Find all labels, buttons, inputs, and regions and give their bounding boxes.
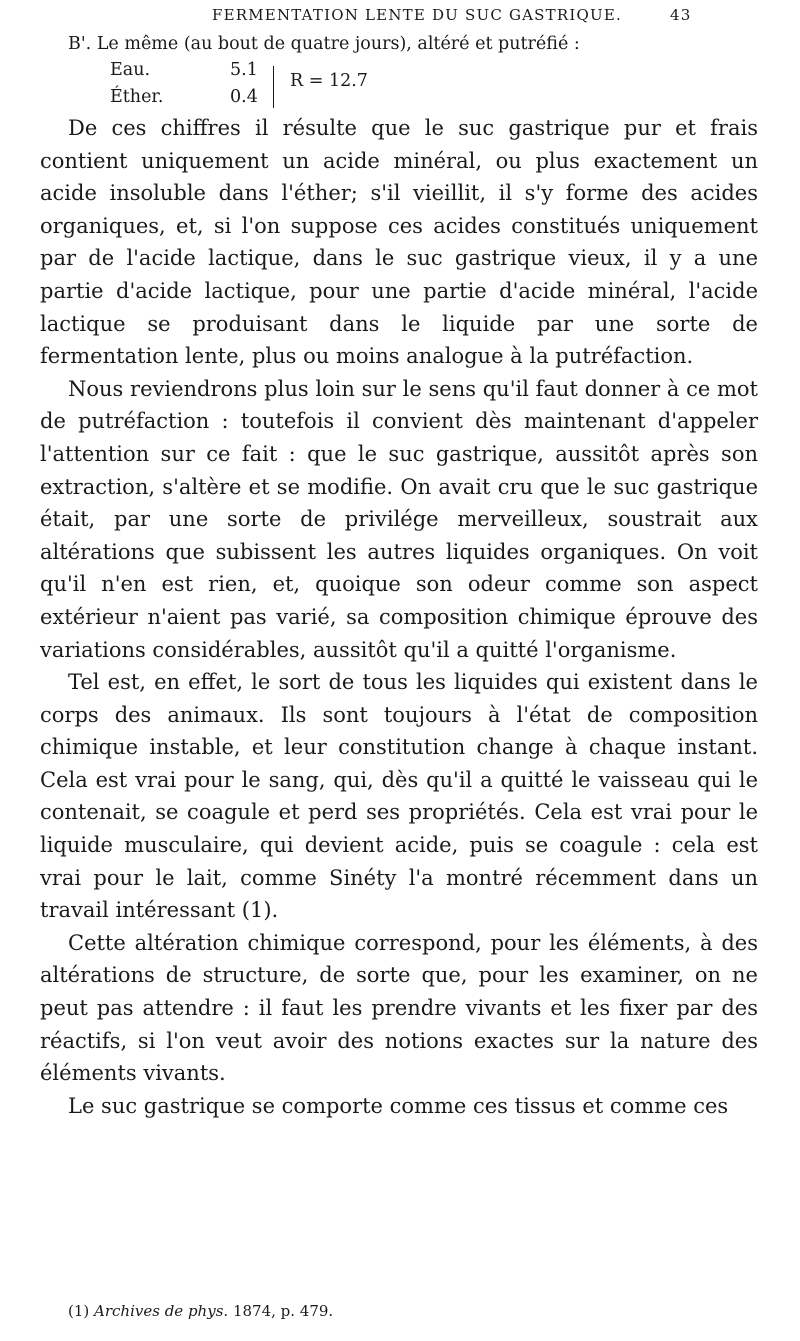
measurement-value: 5.1 xyxy=(230,60,258,80)
curly-brace xyxy=(273,66,278,108)
running-title: FERMENTATION LENTE DU SUC GASTRIQUE. xyxy=(212,6,622,24)
footnote-marker: (1) xyxy=(68,1302,90,1320)
paragraph: De ces chiffres il résulte que le suc gastrique pur et frais contient uniquement un acide minéral, ou plus exactement un acide insoluble dans l'éther; s'il vieillit, il s'y forme des acides organiques, et, si l'on suppose ces acides constitués uniquement par de l'acide lactique, dans le suc gastrique vieux, il y a une partie d'acide lactique, pour une partie d'acide minéral, l'acide lactique se produisant dans le liquide par une sorte de fermentation lente, plus ou moins analogue à la putréfaction. xyxy=(40,116,758,369)
paragraph: Nous reviendrons plus loin sur le sens qu'il faut donner à ce mot de putréfaction : toutefois il convient dès maintenant d'appeler l'attention sur ce fait : que le suc gastrique, aussitôt après son extraction, s'altère et se modifie. On avait cru que le suc gastrique était, par une sorte de privilége merveilleux, soustrait aux altérations que subissent les autres liquides organiques. On voit qu'il n'en est rien, et, quoique son odeur comme son aspect extérieur n'aient pas varié, sa composition chimique éprouve des variations considérables, aussitôt qu'il a quitté l'organisme. xyxy=(40,376,758,662)
measurement-label: Eau. xyxy=(110,60,151,80)
ratio-result: R = 12.7 xyxy=(290,71,368,91)
paragraph: Tel est, en effet, le sort de tous les liquides qui existent dans le corps des animaux. Ils sont toujours à l'état de composition chimique instable, et leur constitution change à chaque instant. Cela est vrai pour le sang, qui, dès qu'il a quitté le vaisseau qui le contenait, se coagule et perd ses propriétés. Cela est vrai pour le liquide musculaire, qui devient acide, puis se coagule : cela est vrai pour le lait, comme Sinéty l'a montré récemment dans un travail intéressant (1). xyxy=(40,670,758,923)
paragraph: Cette altération chimique correspond, pour les éléments, à des altérations de structure, de sorte que, pour les examiner, on ne peut pas attendre : il faut les prendre vivants et les fixer par des réactifs, si l'on veut avoir des notions exactes sur la nature des éléments vivants. xyxy=(40,930,758,1086)
paragraph: Le suc gastrique se comporte comme ces tissus et comme ces xyxy=(68,1093,729,1118)
sample-entry xyxy=(68,34,580,54)
page-number: 43 xyxy=(670,6,692,24)
measurement-label: Éther. xyxy=(110,87,164,107)
sample-label: B'. xyxy=(68,34,92,54)
measurement-value: 0.4 xyxy=(230,87,258,107)
footnote-detail: 1874, p. 479. xyxy=(232,1302,334,1320)
body-text xyxy=(40,112,758,1122)
footnote xyxy=(68,1302,333,1320)
sample-description: Le même (au bout de quatre jours), altéré et putréfié : xyxy=(96,34,580,54)
footnote-source: Archives de phys. xyxy=(94,1302,229,1320)
